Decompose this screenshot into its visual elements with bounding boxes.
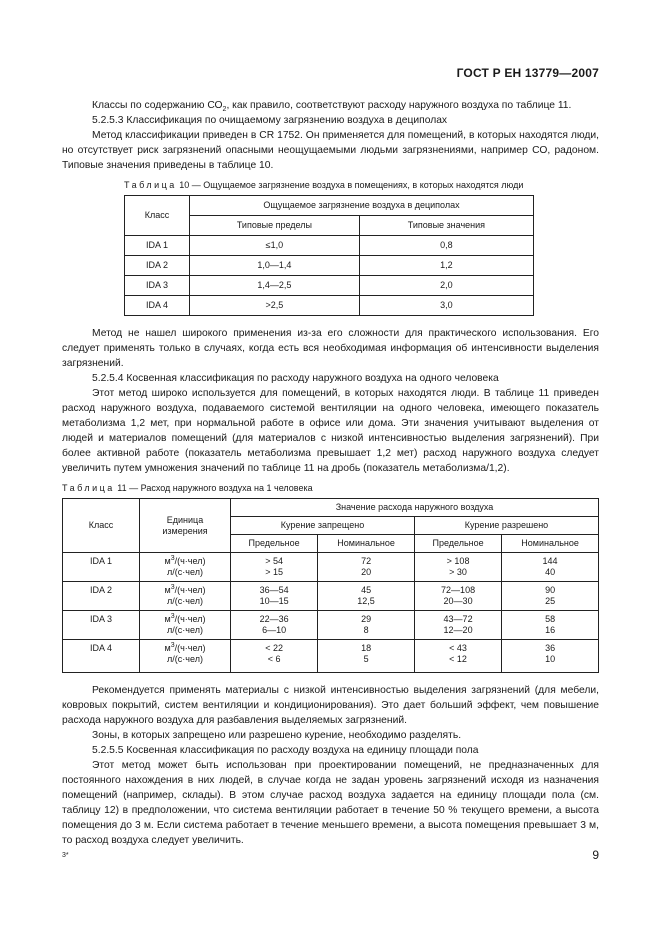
page-content bbox=[62, 98, 599, 848]
unit-m3 bbox=[143, 556, 227, 567]
table-header-cell: Предельное bbox=[414, 535, 501, 553]
paragraph-low-emission: Рекомендуется применять материалы с низкой интенсивностью выделения загрязнений (для мебели, ковровых покрытий, систем вентиляции и кондиционирования). Это дает больший эффект, чем повышение расхода наружного воздуха для разбавления выделяемых загрязнений. bbox=[62, 685, 599, 726]
cell-value: 5 bbox=[363, 654, 369, 664]
table-11-caption bbox=[62, 482, 599, 494]
cell-value: 36—54 bbox=[259, 585, 289, 595]
cell-value: < 6 bbox=[267, 654, 281, 664]
cell-value: 45 bbox=[361, 585, 372, 595]
table-row bbox=[63, 582, 599, 611]
unit-text: /(ч·чел) bbox=[174, 556, 206, 566]
cell-value: < 22 bbox=[265, 643, 283, 653]
cell-value: < 43 bbox=[449, 643, 467, 653]
cell-value: 16 bbox=[545, 625, 556, 635]
table-row bbox=[125, 236, 534, 256]
table-header-cell: Единица измерения bbox=[140, 499, 231, 553]
unit-text: м bbox=[164, 585, 171, 595]
unit-ls: л/(с·чел) bbox=[167, 567, 203, 577]
cell-value: 72—108 bbox=[441, 585, 476, 595]
table-cell bbox=[318, 640, 415, 673]
paragraph-method-note: Метод не нашел широкого применения из-за его сложности для практического использования. Его следует применять только в случаях, когда есть вся необходимая информация об интенсивности выделения загрязнений. bbox=[62, 328, 599, 369]
paragraph-co2 bbox=[62, 98, 599, 113]
table-cell-units bbox=[140, 582, 231, 611]
cell-value: 90 bbox=[545, 585, 556, 595]
section-heading-5-2-5-4: 5.2.5.4 Косвенная классификация по расходу наружного воздуха на одного человека bbox=[92, 373, 499, 384]
unit-text: /(ч·чел) bbox=[174, 585, 206, 595]
cell-value: < 12 bbox=[449, 654, 467, 664]
table-header-cell: Значение расхода наружного воздуха bbox=[231, 499, 599, 517]
table-header-cell: Номинальное bbox=[318, 535, 415, 553]
table-10-caption bbox=[124, 179, 534, 191]
cell-value: 40 bbox=[545, 567, 556, 577]
table-cell bbox=[414, 553, 501, 582]
cell-value: 72 bbox=[361, 556, 372, 566]
table-cell bbox=[502, 553, 599, 582]
paragraph-method-cr1752: Метод классификации приведен в CR 1752. Он применяется для помещений, в которых находятся люди, но отсутствует риск загрязнений опасными неощущаемыми людьми загрязнениями, например СО, радоном. Типовые значения приведены в таблице 10. bbox=[62, 130, 599, 171]
table-cell bbox=[231, 582, 318, 611]
table-cell: IDA 2 bbox=[63, 582, 140, 611]
table-cell-units bbox=[140, 553, 231, 582]
table-cell: 1,2 bbox=[359, 256, 533, 276]
paragraph-smoking-zones: Зоны, в которых запрещено или разрешено курение, необходимо разделять. bbox=[92, 730, 462, 741]
caption-label: Таблица bbox=[124, 180, 177, 190]
table-cell bbox=[414, 640, 501, 673]
cell-value: 22—36 bbox=[259, 614, 289, 624]
unit-text: м bbox=[164, 614, 171, 624]
table-cell: 0,8 bbox=[359, 236, 533, 256]
table-10 bbox=[124, 195, 534, 316]
table-cell: >2,5 bbox=[190, 296, 360, 316]
unit-m3 bbox=[143, 643, 227, 654]
unit-m3 bbox=[143, 614, 227, 625]
footer-signature-mark: 3* bbox=[62, 852, 69, 859]
table-cell: 2,0 bbox=[359, 276, 533, 296]
cell-value: 144 bbox=[542, 556, 558, 566]
table-header-cell: Номинальное bbox=[502, 535, 599, 553]
cell-value: > 15 bbox=[265, 567, 283, 577]
caption-label: Таблица bbox=[62, 483, 115, 493]
table-cell: 1,0—1,4 bbox=[190, 256, 360, 276]
table-header-cell: Типовые пределы bbox=[190, 216, 360, 236]
table-row bbox=[63, 611, 599, 640]
section-heading-5-2-5-5: 5.2.5.5 Косвенная классификация по расходу воздуха на единицу площади пола bbox=[92, 745, 479, 756]
page-number: 9 bbox=[592, 848, 599, 862]
paragraph-per-person: Этот метод широко используется для помещений, в которых находятся люди. В таблице 11 приведен расход наружного воздуха, подаваемого системой вентиляции на одного человека, имеющего показатель метаболизма 1,2 мет, при нормальной работе в офисе или дома. Эти значения учитывают выделения от людей и материалов помещений (для материалов с низкой интенсивностью выделения загрязнений). При более активной работе (показатель метаболизма превышает 1,2 мет) расход наружного воздуха следует увеличить путем умножения значений по таблице 11 на дробь (показатель метаболизма/1,2). bbox=[62, 388, 599, 474]
table-row bbox=[125, 296, 534, 316]
cell-value: > 30 bbox=[449, 567, 467, 577]
cell-value: 6—10 bbox=[262, 625, 287, 635]
cell-value: 58 bbox=[545, 614, 556, 624]
table-cell: 1,4—2,5 bbox=[190, 276, 360, 296]
document-header: ГОСТ Р ЕН 13779—2007 bbox=[456, 66, 599, 80]
table-row bbox=[125, 276, 534, 296]
table-cell: IDA 1 bbox=[63, 553, 140, 582]
table-header-cell: Типовые значения bbox=[359, 216, 533, 236]
table-row bbox=[63, 640, 599, 673]
cell-value: > 54 bbox=[265, 556, 283, 566]
cell-value: 20—30 bbox=[443, 596, 473, 606]
superscript: 3 bbox=[170, 584, 175, 591]
header-text: Ощущаемое загрязнение воздуха в деципол bbox=[263, 200, 451, 210]
table-11 bbox=[62, 498, 599, 673]
paragraph-text: , как правило, соответствуют расходу наружного воздуха по таблице 11. bbox=[226, 100, 572, 111]
table-cell bbox=[231, 611, 318, 640]
unit-ls: л/(с·чел) bbox=[167, 625, 203, 635]
table-cell: IDA 4 bbox=[63, 640, 140, 673]
cell-value: 10—15 bbox=[259, 596, 289, 606]
cell-value: 43—72 bbox=[443, 614, 473, 624]
cell-value: 29 bbox=[361, 614, 372, 624]
cell-value: 8 bbox=[363, 625, 369, 635]
table-cell: ≤1,0 bbox=[190, 236, 360, 256]
table-cell bbox=[318, 553, 415, 582]
table-cell bbox=[231, 640, 318, 673]
table-header-cell: Предельное bbox=[231, 535, 318, 553]
unit-text: /(ч·чел) bbox=[174, 614, 206, 624]
table-cell: 3,0 bbox=[359, 296, 533, 316]
table-row bbox=[63, 553, 599, 582]
section-heading-5-2-5-3: 5.2.5.3 Классификация по очищаемому загрязнению воздуха в дециполах bbox=[92, 115, 448, 126]
table-cell bbox=[318, 582, 415, 611]
paragraph-floor-area: Этот метод может быть использован при проектировании помещений, не предназначенных для постоянного нахождения в них людей, в случае когда не задан уровень загрязнений исходя из назначения помещений (например, склады). В этом случае расход воздуха задается на единицу площади пола (см. таблицу 12) в предположении, что система вентиляции работает в течение 50 % текущего времени, а высота помещения до 3 м. Если система работает в течение меньшего времени, а высота помещения превышает 3 м, то расход воздуха следует увеличить. bbox=[62, 760, 599, 846]
table-cell: IDA 3 bbox=[125, 276, 190, 296]
cell-value: 10 bbox=[545, 654, 556, 664]
table-cell bbox=[502, 582, 599, 611]
cell-value: 25 bbox=[545, 596, 556, 606]
unit-text: м bbox=[164, 556, 171, 566]
table-cell: IDA 4 bbox=[125, 296, 190, 316]
unit-m3 bbox=[143, 585, 227, 596]
table-cell-units bbox=[140, 611, 231, 640]
cell-value: 18 bbox=[361, 643, 372, 653]
table-cell: IDA 3 bbox=[63, 611, 140, 640]
unit-text: /(ч·чел) bbox=[174, 643, 206, 653]
table-cell: IDA 2 bbox=[125, 256, 190, 276]
table-header-cell: Класс bbox=[125, 196, 190, 236]
header-text: ах bbox=[450, 200, 460, 210]
unit-text: м bbox=[164, 643, 171, 653]
superscript: 3 bbox=[170, 613, 175, 620]
table-cell-units bbox=[140, 640, 231, 673]
superscript: 3 bbox=[170, 555, 175, 562]
table-header-cell: Курение запрещено bbox=[231, 517, 415, 535]
table-cell bbox=[318, 611, 415, 640]
cell-value: 36 bbox=[545, 643, 556, 653]
superscript: 3 bbox=[170, 642, 175, 649]
cell-value: 12,5 bbox=[357, 596, 375, 606]
table-row bbox=[125, 256, 534, 276]
cell-value: > 108 bbox=[446, 556, 470, 566]
table-header-cell: Класс bbox=[63, 499, 140, 553]
paragraph-text: Классы по содержанию СО bbox=[92, 100, 223, 111]
unit-ls: л/(с·чел) bbox=[167, 654, 203, 664]
table-cell bbox=[502, 640, 599, 673]
table-header-cell bbox=[190, 196, 534, 216]
caption-text: 10 — Ощущаемое загрязнение воздуха в помещениях, в которых находятся люди bbox=[176, 180, 524, 190]
table-cell bbox=[414, 611, 501, 640]
cell-value: 20 bbox=[361, 567, 372, 577]
table-cell bbox=[502, 611, 599, 640]
table-cell: IDA 1 bbox=[125, 236, 190, 256]
unit-ls: л/(с·чел) bbox=[167, 596, 203, 606]
table-cell bbox=[231, 553, 318, 582]
subscript: 2 bbox=[222, 106, 227, 114]
table-header-cell: Курение разрешено bbox=[414, 517, 598, 535]
cell-value: 12—20 bbox=[443, 625, 473, 635]
table-cell bbox=[414, 582, 501, 611]
caption-text: 11 — Расход наружного воздуха на 1 человека bbox=[114, 483, 313, 493]
